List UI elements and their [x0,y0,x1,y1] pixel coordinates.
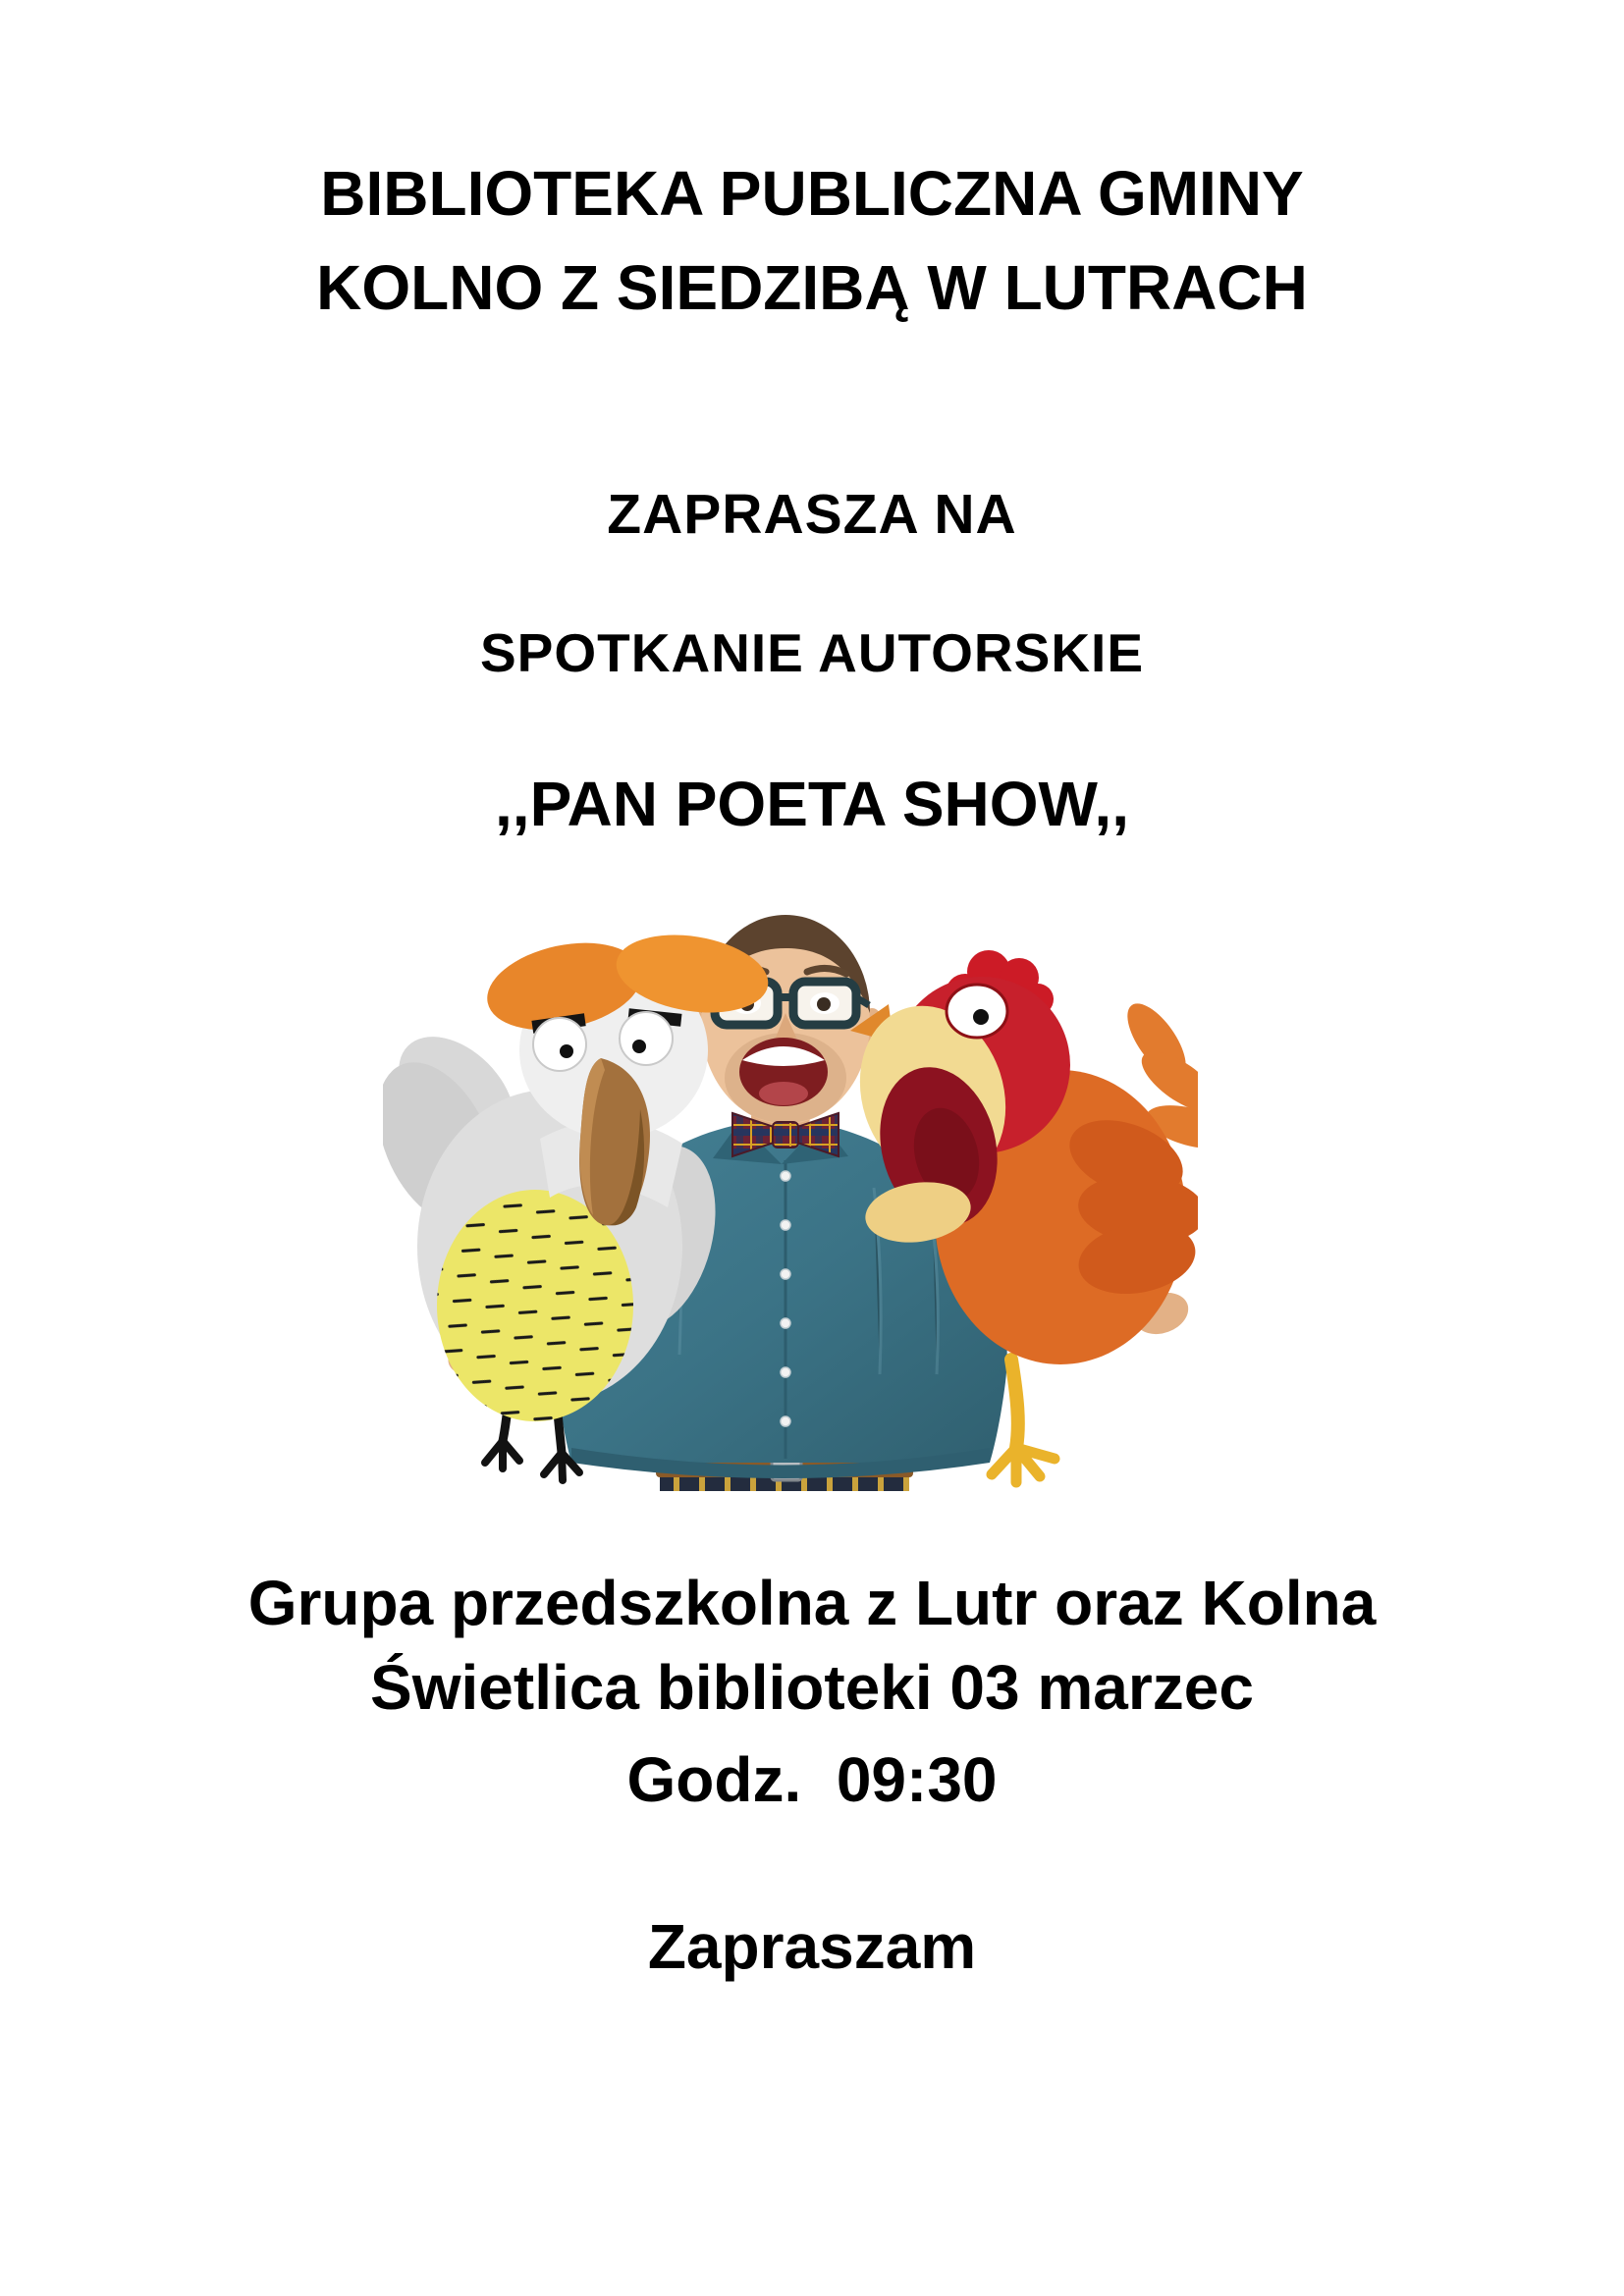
detail-audience-line: Grupa przedszkolna z Lutr oraz Kolna [247,1568,1377,1638]
poster-title-line2: KOLNO Z SIEDZIBĄ W LUTRACH [316,252,1308,323]
poster-title-line1: BIBLIOTEKA PUBLICZNA GMINY [320,158,1304,229]
detail-time-line: Godz. 09:30 [626,1744,998,1815]
invite-line: ZAPRASZA NA [607,483,1017,546]
event-photo [383,913,1198,1494]
detail-place-date-line: Świetlica biblioteki 03 marzec [370,1652,1254,1723]
event-photo-illustration [383,913,1198,1494]
event-type-line: SPOTKANIE AUTORSKIE [479,622,1145,683]
closing-line: Zapraszam [647,1911,977,1982]
show-title-line: ,,PAN POETA SHOW,, [495,769,1129,839]
